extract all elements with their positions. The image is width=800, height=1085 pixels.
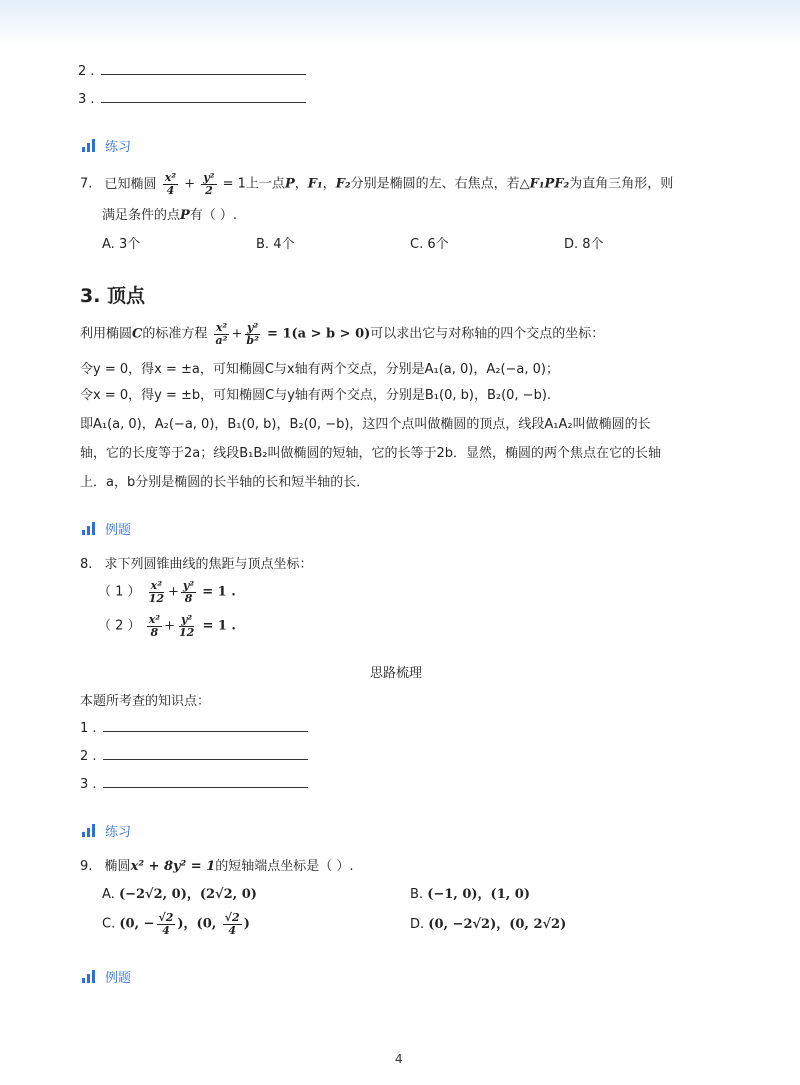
option-letter: A. (102, 237, 115, 252)
q7-option-d[interactable] (564, 235, 604, 255)
option-letter: B. (256, 237, 270, 252)
q9-option-d[interactable] (410, 915, 566, 935)
q7-text: ， (322, 176, 336, 192)
equation: = 1(a > b > 0) (267, 326, 371, 342)
option-text: 8个 (582, 237, 604, 252)
fraction (177, 614, 196, 638)
page-number: 4 (395, 1052, 403, 1066)
part-label: （ 1 ） (98, 584, 141, 600)
analysis-intro: 本题所考查的知识点： (80, 694, 211, 709)
question-7-line1 (80, 172, 673, 196)
q8-part-2: （ 2 ） $\frac{\text{x²}}{8}$ + $\frac{\text{y²}}{12}$ = 1 . (98, 613, 236, 639)
answer-blank[interactable] (103, 747, 308, 760)
numerator: x² (148, 613, 161, 626)
option-letter: A. (102, 887, 115, 902)
para-text: 的标准方程 (142, 326, 208, 342)
numerator: x² (164, 171, 177, 184)
option-text: (−2√2, 0)，(2√2, 0) (118, 887, 257, 902)
section3-para3: 令x = 0，得y = ±b，可知椭圆C与y轴有两个交点，分别是B₁(0, b)，B₂(0, −b). (80, 388, 552, 403)
numerator: y² (247, 321, 259, 334)
triangle: F₁PF₂ (529, 176, 570, 192)
fraction (157, 912, 176, 936)
denominator: b² (246, 333, 259, 347)
option-letter: D. (410, 917, 425, 932)
plus-sign: + (184, 176, 196, 192)
blank-label: 2 . (80, 749, 97, 764)
numerator: x² (150, 579, 163, 592)
blank-line-2 (78, 62, 306, 82)
blank-line-3 (78, 90, 306, 110)
option-letter: C. (410, 237, 424, 252)
practice-label: 练习 (105, 140, 132, 155)
blank-label: 3 . (80, 777, 97, 792)
fraction (147, 614, 162, 638)
bar-chart-icon (82, 970, 95, 983)
analysis-blank-1 (80, 719, 308, 739)
option-text: 6个 (427, 237, 449, 252)
option-text: (0, − (119, 916, 155, 932)
question-number: 8. (80, 557, 93, 572)
option-text: (−1, 0)，(1, 0) (427, 887, 530, 902)
q7-text: 分别是椭圆的左、右焦点，若△ (350, 176, 530, 192)
q7-text: 有（ ）. (189, 208, 238, 223)
denominator: 2 (205, 183, 213, 197)
example-tag (82, 967, 131, 986)
answer-blank[interactable] (101, 90, 306, 103)
denominator: 8 (150, 625, 159, 639)
q8-part-1: （ 1 ） $\frac{\text{x²}}{12}$ + $\frac{\text{y²}}{8}$ = 1 . (98, 579, 236, 605)
option-letter: D. (564, 237, 579, 252)
answer-blank[interactable] (101, 62, 306, 75)
section-heading: 3. 顶点 (80, 285, 146, 307)
analysis-title: 思路梳理 (370, 666, 423, 681)
fraction (147, 580, 166, 604)
question-7-line2 (102, 206, 237, 226)
fraction (223, 912, 242, 936)
example-label: 例题 (105, 523, 132, 538)
q7-text: = 1上一点 (222, 176, 285, 192)
denominator: 4 (228, 923, 237, 937)
q7-option-c[interactable] (410, 235, 449, 255)
q9-option-a[interactable] (102, 885, 257, 905)
practice-tag (82, 136, 131, 155)
question-8 (80, 555, 313, 575)
q7-option-b[interactable] (256, 235, 294, 255)
analysis-blank-2 (80, 747, 308, 767)
blank-label: 2 . (78, 64, 95, 79)
point-p: P (284, 176, 295, 192)
bar-chart-icon (82, 522, 95, 535)
para-text: 利用椭圆 (80, 326, 133, 342)
q7-text: 为直角三角形，则 (569, 176, 674, 192)
q9-text: 的短轴端点坐标是（ ）. (215, 859, 354, 874)
blank-label: 1 . (80, 721, 97, 736)
option-text: (0, −2√2)，(0, 2√2) (428, 917, 567, 932)
ellipse-c: C (132, 326, 143, 342)
focus-f1: F₁ (307, 176, 323, 192)
para-text: 可以求出它与对称轴的四个交点的坐标： (370, 326, 605, 342)
example-label: 例题 (105, 971, 132, 986)
denominator: 12 (148, 591, 164, 605)
equation-rhs: = 1 . (202, 584, 236, 600)
answer-blank[interactable] (103, 719, 308, 732)
option-letter: B. (410, 887, 424, 902)
section3-para5: 轴，它的长度等于2a；线段B₁B₂叫做椭圆的短轴，它的长等于2b．显然，椭圆的两个焦点在它的长轴 (80, 446, 662, 461)
focus-f2: F₂ (335, 176, 351, 192)
fraction (163, 172, 178, 196)
example-tag (82, 519, 131, 538)
point-p: P (180, 208, 190, 223)
option-text: 3个 (118, 237, 141, 252)
option-letter: C. (102, 916, 116, 932)
q9-option-b[interactable] (410, 885, 530, 905)
numerator: y² (203, 171, 215, 184)
numerator: y² (182, 579, 195, 592)
numerator: x² (215, 321, 228, 334)
part-label: （ 2 ） (98, 618, 141, 634)
denominator: 4 (166, 183, 175, 197)
fraction (244, 322, 261, 346)
q7-text: 已知椭圆 (104, 176, 157, 192)
fraction (181, 580, 196, 604)
option-text: ) (243, 916, 250, 932)
header-band (0, 0, 800, 48)
section3-para1: 利用椭圆C的标准方程 $\frac{\text{x²}}{\text{a²}}$ + $\frac{\text{y²}}{\text{b²}}$ = 1(a > b > 0)可以求出它与对称轴的四个交点的坐标： (80, 321, 605, 347)
q7-text: ， (294, 176, 308, 192)
section3-para6: 上．a，b分别是椭圆的长半轴的长和短半轴的长． (80, 475, 370, 490)
answer-blank[interactable] (103, 775, 308, 788)
equation-rhs: = 1 . (202, 618, 236, 634)
practice-label: 练习 (105, 825, 132, 840)
denominator: 8 (184, 591, 193, 605)
denominator: 4 (162, 923, 170, 937)
option-text: 4个 (273, 237, 295, 252)
denominator: a² (215, 333, 228, 347)
blank-label: 3 . (78, 92, 95, 107)
practice-tag (82, 821, 131, 840)
question-number: 7. (80, 176, 93, 192)
denominator: 12 (178, 625, 195, 639)
numerator: √2 (224, 911, 240, 924)
q9-text: 椭圆 (104, 859, 131, 874)
fraction (214, 322, 230, 346)
section3-para4: 即A₁(a, 0)，A₂(−a, 0)，B₁(0, b)，B₂(0, −b)，这四个点叫做椭圆的顶点，线段A₁A₂叫做椭圆的长 (80, 417, 651, 432)
numerator: y² (181, 613, 193, 626)
analysis-blank-3 (80, 775, 308, 795)
option-text: )，(0, (177, 916, 221, 932)
question-number: 9. (80, 859, 93, 874)
section3-para2: 令y = 0，得x = ±a，可知椭圆C与x轴有两个交点，分别是A₁(a, 0)，A₂(−a, 0)； (80, 362, 559, 377)
bar-chart-icon (82, 824, 95, 837)
numerator: √2 (158, 911, 174, 924)
equation: x² + 8y² = 1 (130, 859, 216, 874)
question-9 (80, 857, 354, 877)
fraction (201, 172, 216, 196)
q9-option-c[interactable] (102, 912, 250, 936)
bar-chart-icon (82, 139, 95, 152)
q7-text: 满足条件的点 (102, 208, 181, 223)
q8-text: 求下列圆锥曲线的焦距与顶点坐标： (104, 557, 313, 572)
q7-option-a[interactable] (102, 235, 140, 255)
